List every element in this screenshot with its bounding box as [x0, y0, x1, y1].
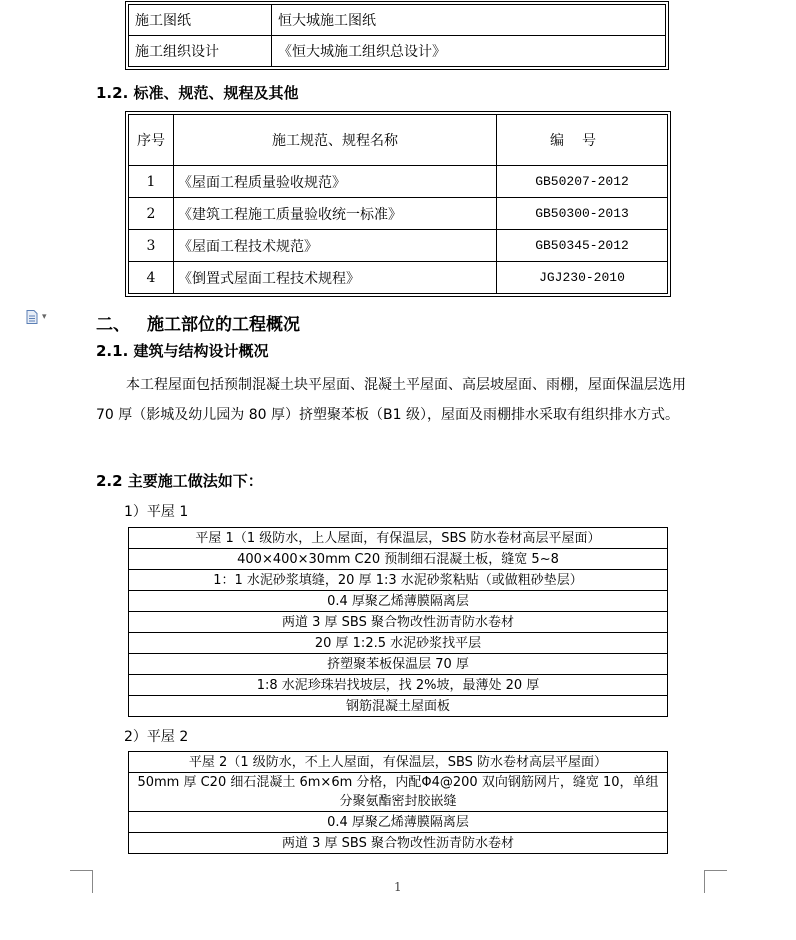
table-row: [129, 752, 668, 773]
row-code: GB50300-2013: [497, 198, 668, 230]
layer-cell: 0.4 厚聚乙烯薄膜隔离层: [129, 591, 668, 612]
table-row: [129, 570, 668, 591]
section-heading-2-1: 2.1. 建筑与结构设计概况: [96, 342, 269, 360]
table-row: [129, 528, 668, 549]
section-heading-1-2: 1.2. 标准、规范、规程及其他: [96, 84, 299, 102]
dropdown-arrow-icon[interactable]: ▾: [42, 312, 47, 322]
overview-paragraph: 本工程屋面包括预制混凝土块平屋面、混凝土平屋面、高层坡屋面、雨棚，屋面保温层选用 70 厚（影城及幼儿园为 80 厚）挤塑聚苯板（B1 级），屋面及雨棚排水采取有组织排水方式。: [96, 377, 686, 423]
table-cell: 《恒大城施工组织总设计》: [272, 36, 666, 67]
layer-cell: 平屋 2（1 级防水，不上人屋面，有保温层，SBS 防水卷材高层平屋面）: [129, 752, 668, 773]
top-info-table: [128, 4, 666, 67]
table-row: [129, 675, 668, 696]
standards-table: [128, 114, 668, 294]
table-row: [129, 230, 668, 262]
page-corner-mark-left: [70, 870, 93, 893]
table-row: [129, 198, 668, 230]
table-row: [129, 166, 668, 198]
table-cell: 施工图纸: [129, 5, 272, 36]
header-no: 序号: [129, 115, 174, 166]
row-name: 《建筑工程施工质量验收统一标准》: [174, 198, 497, 230]
table-row: [129, 36, 666, 67]
table-row: [129, 633, 668, 654]
table-row: [129, 812, 668, 833]
table-row: [129, 654, 668, 675]
table-row: [129, 833, 668, 854]
row-name: 《倒置式屋面工程技术规程》: [174, 262, 497, 294]
row-no: 1: [129, 166, 174, 198]
roof1-layer-table: [128, 527, 668, 717]
table-cell: 恒大城施工图纸: [272, 5, 666, 36]
table-row: [129, 262, 668, 294]
table-header-row: [129, 115, 668, 166]
roof1-label: 1）平屋 1: [124, 504, 189, 520]
layer-cell: 20 厚 1:2.5 水泥砂浆找平层: [129, 633, 668, 654]
roof2-layer-table: [128, 751, 668, 854]
row-code: JGJ230-2010: [497, 262, 668, 294]
row-code: GB50345-2012: [497, 230, 668, 262]
row-code: GB50207-2012: [497, 166, 668, 198]
table-row: [129, 773, 668, 812]
table-row: [129, 612, 668, 633]
section-2-number: 二、: [96, 315, 130, 335]
layer-cell: 两道 3 厚 SBS 聚合物改性沥青防水卷材: [129, 612, 668, 633]
header-code: 编号: [497, 115, 668, 166]
layer-cell: 挤塑聚苯板保温层 70 厚: [129, 654, 668, 675]
row-name: 《屋面工程技术规范》: [174, 230, 497, 262]
section-2-title: 施工部位的工程概况: [147, 315, 300, 335]
layer-cell: 0.4 厚聚乙烯薄膜隔离层: [129, 812, 668, 833]
page-number: 1: [394, 880, 402, 894]
layer-cell: 1:8 水泥珍珠岩找坡层，找 2%坡，最薄处 20 厚: [129, 675, 668, 696]
roof2-label: 2）平屋 2: [124, 729, 189, 745]
section-heading-2-2: 2.2 主要施工做法如下：: [96, 472, 263, 490]
table-row: [129, 591, 668, 612]
row-no: 4: [129, 262, 174, 294]
row-no: 3: [129, 230, 174, 262]
row-name: 《屋面工程质量验收规范》: [174, 166, 497, 198]
table-row: [129, 696, 668, 717]
layer-cell: 平屋 1（1 级防水，上人屋面，有保温层，SBS 防水卷材高层平屋面）: [129, 528, 668, 549]
layer-cell: 400×400×30mm C20 预制细石混凝土板，缝宽 5~8: [129, 549, 668, 570]
header-name: 施工规范、规程名称: [174, 115, 497, 166]
layer-cell: 钢筋混凝土屋面板: [129, 696, 668, 717]
document-icon[interactable]: [26, 310, 38, 324]
table-row: [129, 5, 666, 36]
layer-cell: 50mm 厚 C20 细石混凝土 6m×6m 分格，内配Φ4@200 双向钢筋网片，缝宽 10，单组分聚氨酯密封胶嵌缝: [129, 773, 668, 812]
layer-cell: 两道 3 厚 SBS 聚合物改性沥青防水卷材: [129, 833, 668, 854]
layer-cell: 1：1 水泥砂浆填缝，20 厚 1:3 水泥砂浆粘贴（或做粗砂垫层）: [129, 570, 668, 591]
row-no: 2: [129, 198, 174, 230]
table-cell: 施工组织设计: [129, 36, 272, 67]
page-corner-mark-right: [704, 870, 727, 893]
table-row: [129, 549, 668, 570]
